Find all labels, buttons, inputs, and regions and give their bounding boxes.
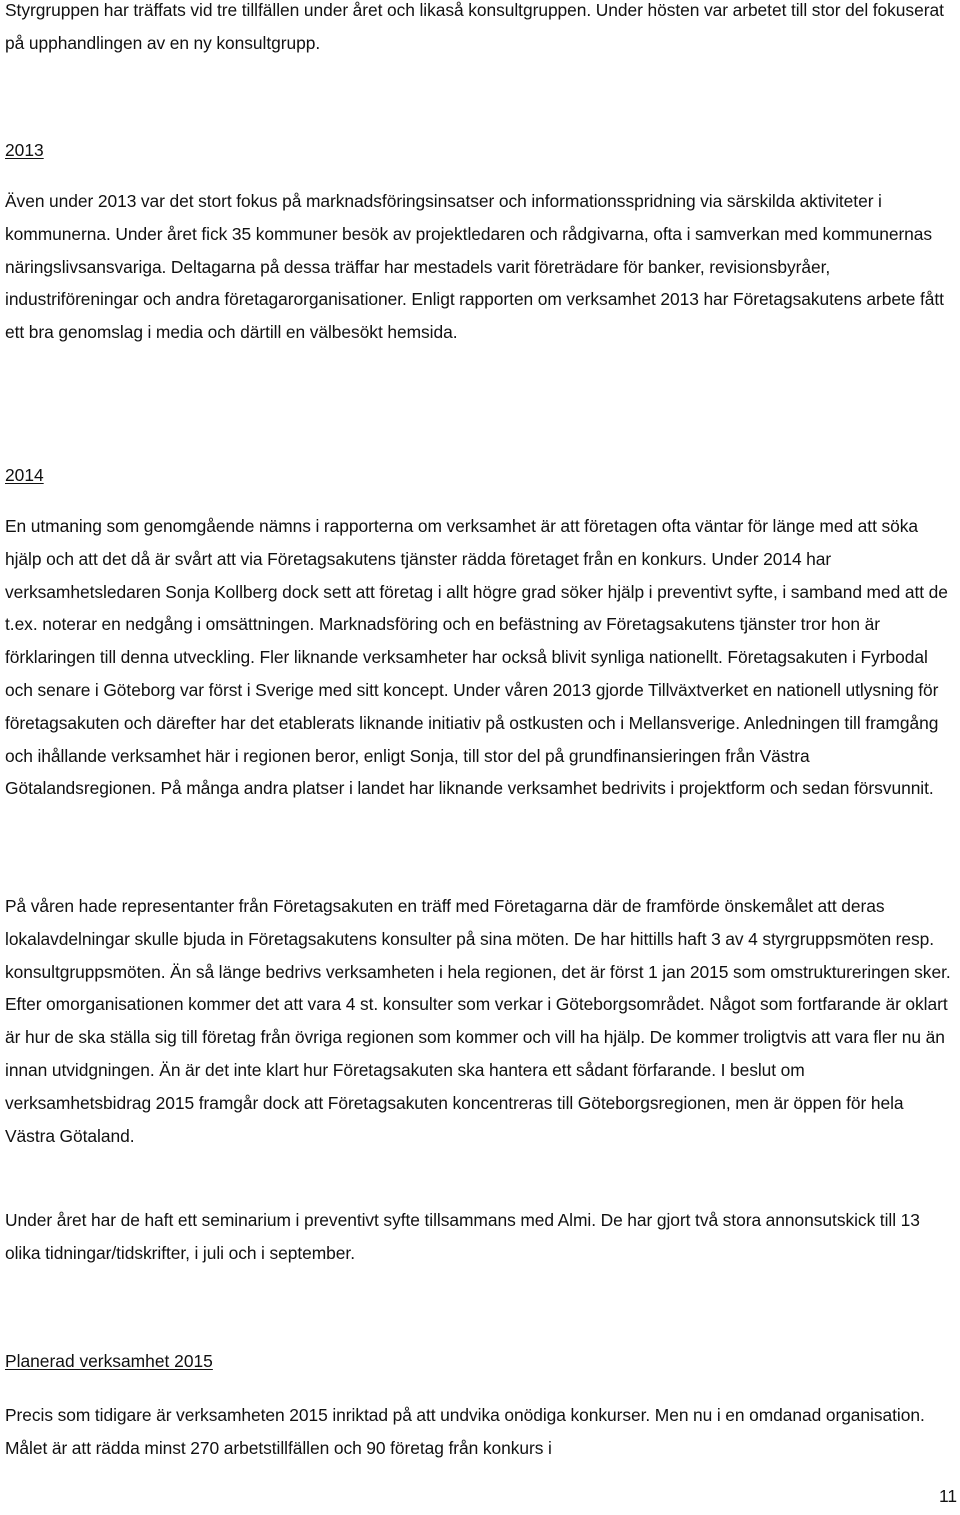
heading-planerad-2015: Planerad verksamhet 2015 bbox=[5, 1351, 213, 1371]
heading-2014: 2014 bbox=[5, 465, 44, 485]
paragraph-planerad-2015: Precis som tidigare är verksamheten 2015 inriktad på att undvika onödiga konkurser. Men nu i en omdanad organisation. Målet är att rädda minst 270 arbetstillfällen och 90 företag från konkurs i bbox=[5, 1405, 925, 1458]
page-number: 11 bbox=[938, 1486, 957, 1506]
paragraph-2014-1: En utmaning som genomgående nämns i rapporterna om verksamhet är att företagen ofta väntar för länge med att söka hjälp och att det då är svårt att via Företagsakutens tjänster rädda företaget från en konkurs. Under 2014 har verksamhetsledaren Sonja Kollberg dock sett att företag i allt högre grad söker hjälp i preventivt syfte, i samband med att de t.ex. noterar en nedgång i omsättningen. Marknadsföring och en befästning av Företagsakutens tjänster tror hon är förklaringen till denna utveckling. Fler liknande verksamheter har också blivit synliga nationellt. Företagsakuten i Fyrbodal och senare i Göteborg var först i Sverige med sitt koncept. Under våren 2013 gjorde Tillväxtverket en nationell utlysning för företagsakuten och därefter har det etablerats liknande initiativ på ostkusten och i Mellansverige. Anledningen till framgång och ihållande verksamhet här i regionen beror, enligt Sonja, till stor del på grundfinansieringen från Västra Götalandsregionen. På många andra platser i landet har liknande verksamhet bedrivits i projektform och sedan försvunnit. bbox=[5, 516, 948, 799]
intro-paragraph: Styrgruppen har träffats vid tre tillfällen under året och likaså konsultgruppen. Under hösten var arbetet till stor del fokuserat på upphandlingen av en ny konsultgrupp. bbox=[5, 0, 944, 53]
heading-2013: 2013 bbox=[5, 140, 44, 160]
paragraph-2013: Även under 2013 var det stort fokus på marknadsföringsinsatser och informationsspridning via särskilda aktiviteter i kommunerna. Under året fick 35 kommuner besök av projektledaren och rådgivarna, ofta i samverkan med kommunernas näringslivsansvariga. Deltagarna på dessa träffar har mestadels varit företrädare för banker, revisionsbyråer, industriföreningar och andra företagarorganisationer. Enligt rapporten om verksamhet 2013 har Företagsakutens arbete fått ett bra genomslag i media och därtill en välbesökt hemsida. bbox=[5, 191, 944, 343]
paragraph-2014-3: Under året har de haft ett seminarium i preventivt syfte tillsammans med Almi. De har gjort två stora annonsutskick till 13 olika tidningar/tidskrifter, i juli och i september. bbox=[5, 1210, 920, 1263]
paragraph-2014-2: På våren hade representanter från Företagsakuten en träff med Företagarna där de framförde önskemålet att deras lokalavdelningar skulle bjuda in Företagsakutens konsulter på sina möten. De har hittills haft 3 av 4 styrgruppsmöten resp. konsultgruppsmöten. Än så länge bedrivs verksamheten i hela regionen, det är först 1 jan 2015 som omstruktureringen sker. Efter omorganisationen kommer det att vara 4 st. konsulter som verkar i Göteborgsområdet. Något som fortfarande är oklart är hur de ska ställa sig till företag från övriga regionen som kommer och vill ha hjälp. De kommer troligtvis att vara fler nu än innan utvidgningen. Än är det inte klart hur Företagsakuten ska hantera ett sådant förfarande. I beslut om verksamhetsbidrag 2015 framgår dock att Företagsakuten koncentreras till Göteborgsregionen, men är öppen för hela Västra Götaland. bbox=[5, 896, 951, 1146]
